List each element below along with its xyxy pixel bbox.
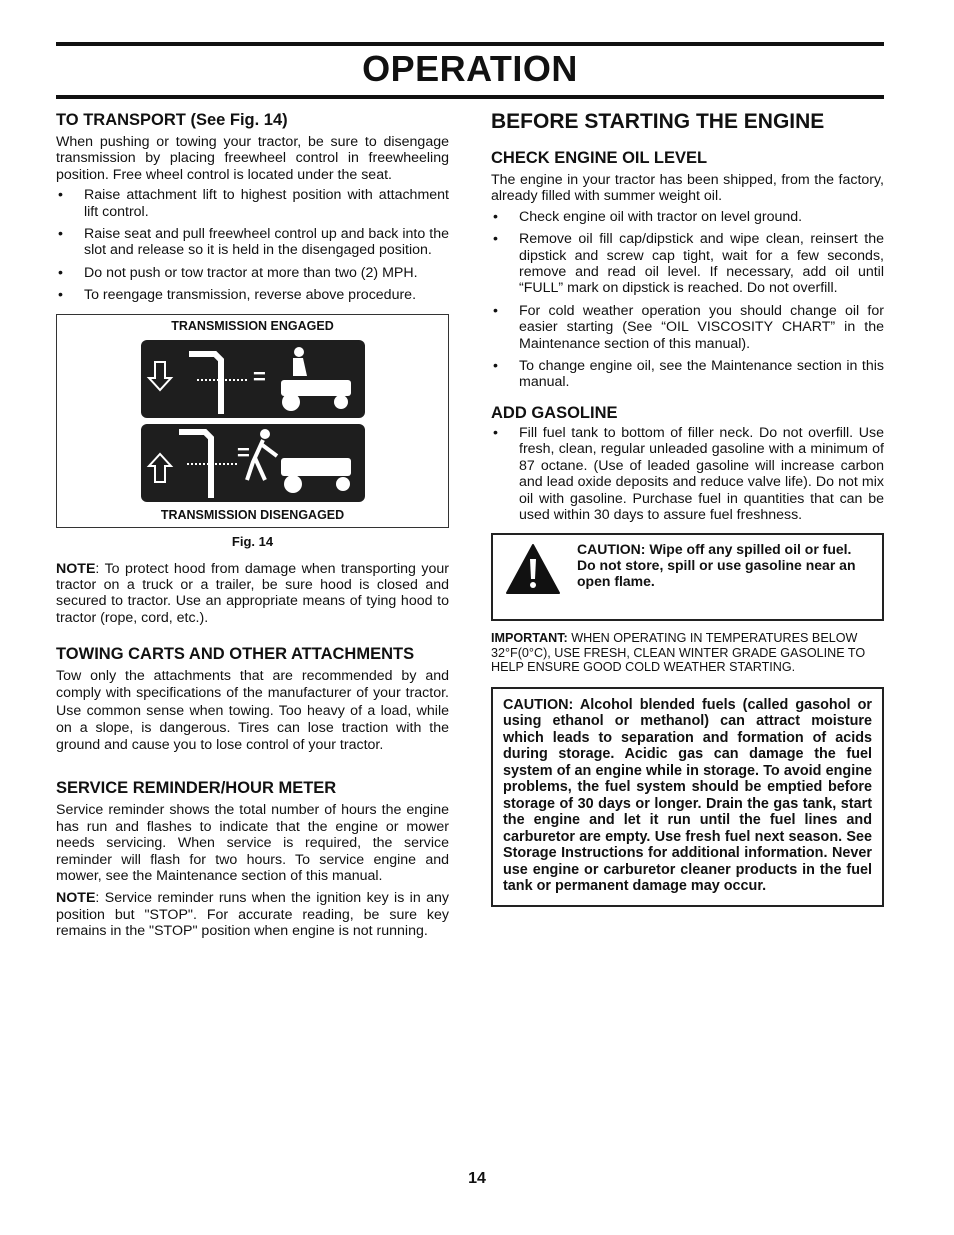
list-item: • Check engine oil with tractor on level ground. [491, 209, 884, 225]
person-pushing-tractor-icon [247, 429, 351, 493]
figure-14 [56, 314, 449, 528]
warning-triangle-icon [505, 543, 561, 595]
important-text: WHEN OPERATING IN TEMPERATURES BELOW 32°F(0°C), USE FRESH, CLEAN WINTER GRADE GASOLINE TO HELP ENSURE GOOD COLD WEATHER STARTING. [491, 631, 866, 675]
figure-label-engaged: TRANSMISSION ENGAGED [171, 318, 334, 333]
left-column [56, 110, 449, 944]
header-rule-top [56, 42, 884, 46]
oil-intro: The engine in your tractor has been shipped, from the factory, already filled with summer weight oil. [491, 172, 884, 205]
service-note [56, 890, 449, 939]
oil-heading: CHECK ENGINE OIL LEVEL [491, 149, 708, 167]
equals-sign: = [252, 363, 266, 389]
caution-spill-box [491, 533, 884, 621]
note-label: NOTE [56, 560, 96, 577]
list-item: • To reengage transmission, reverse above procedure. [56, 287, 449, 303]
gas-heading: ADD GASOLINE [491, 403, 618, 422]
towing-text: Tow only the attachments that are recommended by and comply with specifications of the manufacturer of your tractor. Use common sense when towing. Too heavy of a load, while on a slope, is dangerous. Tires can lose traction with the ground and cause you to lose control of your tractor. [56, 668, 449, 754]
gas-bullets [491, 425, 884, 523]
figure-caption: Fig. 14 [231, 533, 274, 549]
before-starting-heading: BEFORE STARTING THE ENGINE [491, 110, 825, 133]
note-text: : To protect hood from damage when transporting your tractor on a truck or a trailer, be sure hood is closed and secured to tractor. Use an appropriate means of tying hood to tractor (rope, cord, etc.). [56, 560, 449, 626]
oil-bullets [491, 209, 884, 391]
transport-heading: TO TRANSPORT (See Fig. 14) [56, 111, 288, 129]
arrow-up-icon [149, 454, 171, 482]
list-item: • For cold weather operation you should change oil for easier starting (See “OIL VISCOSITY CHART” in the Maintenance section of this manual). [491, 303, 884, 352]
transmission-disengaged-panel [141, 424, 365, 502]
list-item: • Remove oil fill cap/dipstick and wipe clean, reinsert the dipstick and screw cap tight, wait for a few seconds, remove and read oil level. If necessary, add oil until “FULL” mark on dipstick is reached. Do not overfill. [491, 231, 884, 297]
caution-alcohol-box [491, 687, 884, 907]
transport-intro: When pushing or towing your tractor, be sure to disengage transmission by placing freewheel control in freewheeling position. Free wheel control is located under the seat. [56, 134, 449, 183]
page-title: OPERATION [362, 48, 578, 89]
figure-label-disengaged: TRANSMISSION DISENGAGED [160, 507, 345, 522]
header-rule-bottom [56, 95, 884, 99]
list-item: • To change engine oil, see the Maintenance section in this manual. [491, 358, 884, 391]
important-label: IMPORTANT: [491, 631, 568, 646]
list-item: • Fill fuel tank to bottom of filler neck. Do not overfill. Use fresh, clean, regular unleaded gasoline with a minimum of 87 octane. (Use of leaded gasoline will increase carbon and lead oxide deposits and reduce valve life). Do not mix oil with gasoline. Purchase fuel in quantities that can be used within 30 days to assure fuel freshness. [491, 425, 884, 523]
disengaged-illustration [141, 424, 365, 502]
service-note-text: : Service reminder runs when the ignition key is in any position but "STOP". For accurate reading, be sure key remains in the "STOP" position when engine is not running. [56, 890, 449, 940]
service-heading: SERVICE REMINDER/HOUR METER [56, 779, 337, 798]
transport-note [56, 561, 449, 627]
service-text: Service reminder shows the total number of hours the engine has run and flashes to indicate that the engine or mower needs servicing. When service is required, the service reminder will flash for two hours. To service engine and mower, see the Maintenance section of this manual. [56, 802, 449, 884]
transport-bullets [56, 187, 449, 303]
list-item: • Raise attachment lift to highest position with attachment lift control. [56, 187, 449, 220]
arrow-down-icon [149, 362, 171, 390]
towing-heading: TOWING CARTS AND OTHER ATTACHMENTS [56, 645, 415, 664]
important-note [491, 631, 884, 675]
page-number: 14 [468, 1170, 486, 1187]
list-item: • Raise seat and pull freewheel control up and back into the slot and release so it is held in the disengaged position. [56, 226, 449, 259]
equals-sign: = [236, 439, 250, 465]
transmission-engaged-panel [141, 340, 365, 418]
caution-alcohol-text: CAUTION: Alcohol blended fuels (called gasohol or using ethanol or methanol) can attract moisture which leads to separation and formation of acids during storage. Acidic gas can damage the fuel system of an engine while in storage. To avoid engine problems, the fuel system should be emptied before storage of 30 days or longer. Drain the gas tank, start the engine and let it run until the fuel lines and carburetor are empty. Use fresh fuel next season. See Storage Instructions for additional information. Never use engine or carburetor cleaner products in the fuel tank or permanent damage may occur. [503, 696, 872, 895]
right-column [491, 110, 884, 917]
tractor-rider-icon [281, 347, 351, 411]
caution-spill-text: CAUTION: Wipe off any spilled oil or fuel. Do not store, spill or use gasoline near an open flame. [577, 541, 856, 590]
service-note-label: NOTE [56, 890, 96, 907]
freewheel-lever-icon [189, 354, 221, 414]
engaged-illustration [141, 340, 365, 418]
list-item: • Do not push or tow tractor at more than two (2) MPH. [56, 265, 449, 281]
